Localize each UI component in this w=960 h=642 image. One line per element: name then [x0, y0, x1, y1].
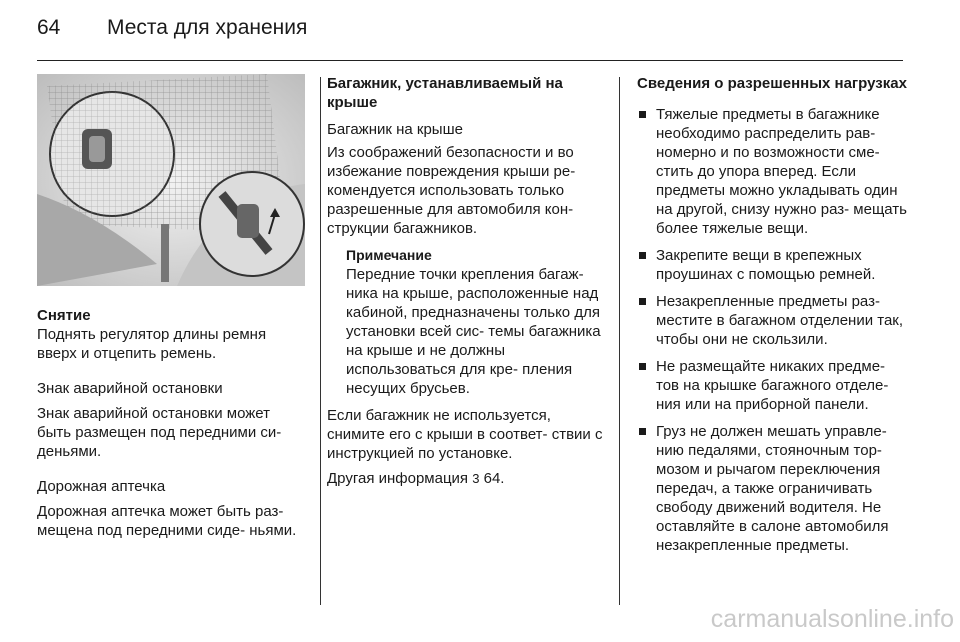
load-info-list	[637, 105, 907, 555]
removal-heading: Снятие	[37, 307, 91, 324]
note-block	[346, 246, 609, 398]
first-aid-text: Дорожная аптечка может быть раз- мещена под передними сиде- ньями.	[37, 503, 297, 539]
warning-triangle-text: Знак аварийной остановки может быть размещен под передними си- деньями.	[37, 405, 282, 460]
roof-rack-subtitle: Багажник на крыше	[327, 121, 463, 138]
page-number: 64	[37, 16, 61, 39]
list-item: Незакрепленные предметы раз- местите в багажном отделении так, чтобы они не скользили.	[637, 292, 907, 349]
page-header	[37, 16, 307, 48]
column-1	[37, 74, 305, 540]
removal-text: Поднять регулятор длины ремня вверх и отцепить ремень.	[37, 326, 267, 362]
column-2	[327, 74, 609, 488]
column-3	[637, 74, 907, 563]
first-aid-heading: Дорожная аптечка	[37, 478, 166, 495]
more-info-text: Другая информация	[327, 470, 469, 487]
load-info-title: Сведения о разрешенных нагрузках	[637, 75, 907, 92]
page-reference-icon: 3	[472, 471, 480, 486]
list-item: Не размещайте никаких предме- тов на крышке багажного отделе- ния или на приборной панели.	[637, 357, 907, 414]
header-rule	[37, 60, 903, 61]
more-info-line	[327, 469, 609, 488]
watermark: carmanualsonline.info	[710, 605, 954, 633]
more-info-page[interactable]: 64.	[483, 470, 505, 487]
roof-rack-intro: Из соображений безопасности и во избежание повреждения крыши ре- комендуется использовать только разрешенные для автомобиля кон- струкции багажников.	[327, 144, 576, 237]
list-item: Груз не должен мешать управле- нию педалями, стояночным тор- мозом и рычагом переключения передач, а также ограничивать свободу движений водителя. Не оставляйте в салоне автомобиля незакрепленные предметы.	[637, 422, 907, 555]
column-divider-2	[619, 77, 620, 605]
column-divider-1	[320, 77, 321, 605]
list-item: Закрепите вещи в крепежных проушинах с помощью ремней.	[637, 246, 907, 284]
section-title: Места для хранения	[107, 16, 308, 39]
list-item: Тяжелые предметы в багажнике необходимо распределить рав- номерно и по возможности сме- стить до упора вперед. Если предметы можно укладывать один на другой, снизу нужно раз- мещать более тяжелые вещи.	[637, 105, 907, 238]
note-text: Передние точки крепления багаж- ника на крыше, расположенные над кабиной, предназначены только для установки всей сис- темы багажника на крыше и не должны использоваться для кре- пления несущих брусьев.	[346, 266, 601, 397]
note-label: Примечание	[346, 247, 432, 263]
roof-rack-title: Багажник, устанавливаемый на крыше	[327, 75, 563, 111]
roof-rack-removal-text: Если багажник не используется, снимите его с крыши в соответ- ствии с инструкцией по установке.	[327, 407, 603, 462]
cargo-net-illustration	[37, 74, 305, 286]
warning-triangle-heading: Знак аварийной остановки	[37, 380, 223, 397]
